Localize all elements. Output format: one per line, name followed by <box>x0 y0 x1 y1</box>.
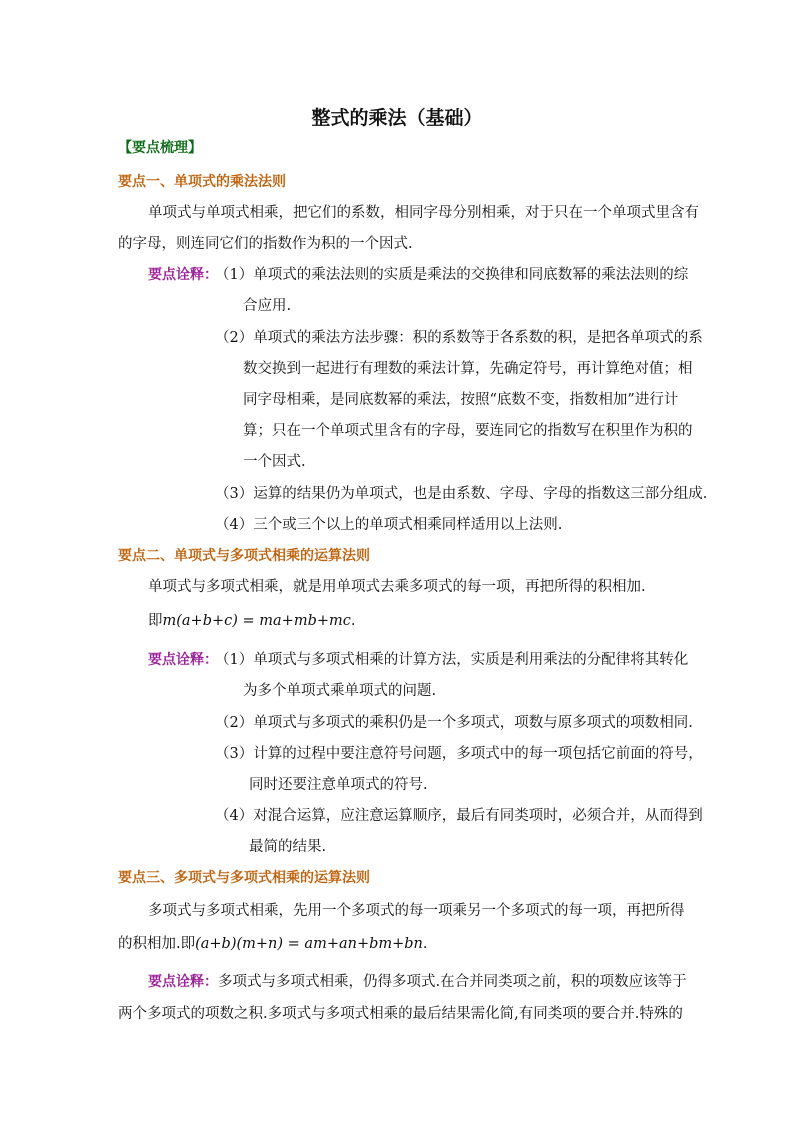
formula-end: . <box>350 613 356 629</box>
section-2-note-3-line-1: （3）计算的过程中要注意符号问题，多项式中的每一项包括它前面的符号， <box>215 746 703 762</box>
formula-prefix: 的积相加.即 <box>118 936 196 952</box>
page-title: 整式的乘法（基础） <box>311 107 483 129</box>
formula-prefix: 即 <box>148 613 163 629</box>
section-3-formula-line <box>118 934 428 954</box>
section-2-note-4-line-1: （4）对混合运算，应注意运算顺序，最后有同类项时，必须合并，从而得到 <box>215 808 703 824</box>
section-1-paragraph-line-2: 的字母，则连同它们的指数作为积的一个因式. <box>118 236 413 252</box>
section-2-note-label: 要点诠释： <box>148 652 218 668</box>
section-1-heading: 要点一、单项式的乘法法则 <box>118 174 286 190</box>
section-2-note-4-line-2: 最简的结果. <box>249 839 327 855</box>
section-1-note-label: 要点诠释： <box>148 267 218 283</box>
section-2-note-1-line-1: （1）单项式与多项式相乘的计算方法，实质是利用乘法的分配律将其转化 <box>215 652 689 668</box>
section-3-heading: 要点三、多项式与多项式相乘的运算法则 <box>118 870 370 886</box>
section-3-note-line-2: 两个多项式的项数之积.多项式与多项式相乘的最后结果需化简,有同类项的要合并.特殊的 <box>118 1006 683 1022</box>
section-1-note-2-line-4: 算；只在一个单项式里含有的字母，要连同它的指数写在积里作为积的 <box>243 423 693 439</box>
section-1-note-2-line-3: 同字母相乘，是同底数幂的乘法，按照“底数不变，指数相加”进行计 <box>243 392 679 408</box>
section-1-paragraph-line-1: 单项式与单项式相乘，把它们的系数，相同字母分别相乘，对于只在一个单项式里含有 <box>148 205 699 221</box>
section-2-note-3-line-2: 同时还要注意单项式的符号. <box>249 777 428 793</box>
section-2-formula-line <box>148 611 355 631</box>
formula-polynomial-times-polynomial: (a+b)(m+n) = am+an+bm+bn <box>195 936 423 952</box>
section-2-paragraph: 单项式与多项式相乘，就是用单项式去乘多项式的每一项，再把所得的积相加. <box>148 579 646 595</box>
section-1-note-3: （3）运算的结果仍为单项式，也是由系数、字母、字母的指数这三部分组成. <box>215 486 708 502</box>
section-2-note-1-line-2: 为多个单项式乘单项式的问题. <box>243 683 437 699</box>
section-1-note-2-line-5: 一个因式. <box>243 454 306 470</box>
formula-monomial-times-polynomial: m(a+b+c) = ma+mb+mc <box>162 613 351 629</box>
section-3-note-text: 多项式与多项式相乘，仍得多项式.在合并同类项之前，积的项数应该等于 <box>218 974 687 990</box>
formula-end: . <box>422 936 428 952</box>
section-1-note-2-line-1: （2）单项式的乘法方法步骤：积的系数等于各系数的积，是把各单项式的系 <box>215 330 703 346</box>
section-1-note-4: （4）三个或三个以上的单项式相乘同样适用以上法则. <box>215 517 563 533</box>
section-3-paragraph-line-1: 多项式与多项式相乘，先用一个多项式的每一项乘另一个多项式的每一项，再把所得 <box>148 903 685 919</box>
section-3-note-label: 要点诠释： <box>148 974 218 990</box>
section-2-note-2: （2）单项式与多项式的乘积仍是一个多项式，项数与原多项式的项数相同. <box>215 715 693 731</box>
section-2-heading: 要点二、单项式与多项式相乘的运算法则 <box>118 548 370 564</box>
section-1-note-1-line-2: 合应用. <box>243 298 292 314</box>
section-1-note-2-line-2: 数交换到一起进行有理数的乘法计算，先确定符号，再计算绝对值；相 <box>243 361 693 377</box>
section-3-note-line-1 <box>148 972 687 992</box>
summary-heading: 【要点梳理】 <box>118 140 202 156</box>
section-1-note-1-line-1: （1）单项式的乘法法则的实质是乘法的交换律和同底数幂的乘法法则的综 <box>215 267 689 283</box>
